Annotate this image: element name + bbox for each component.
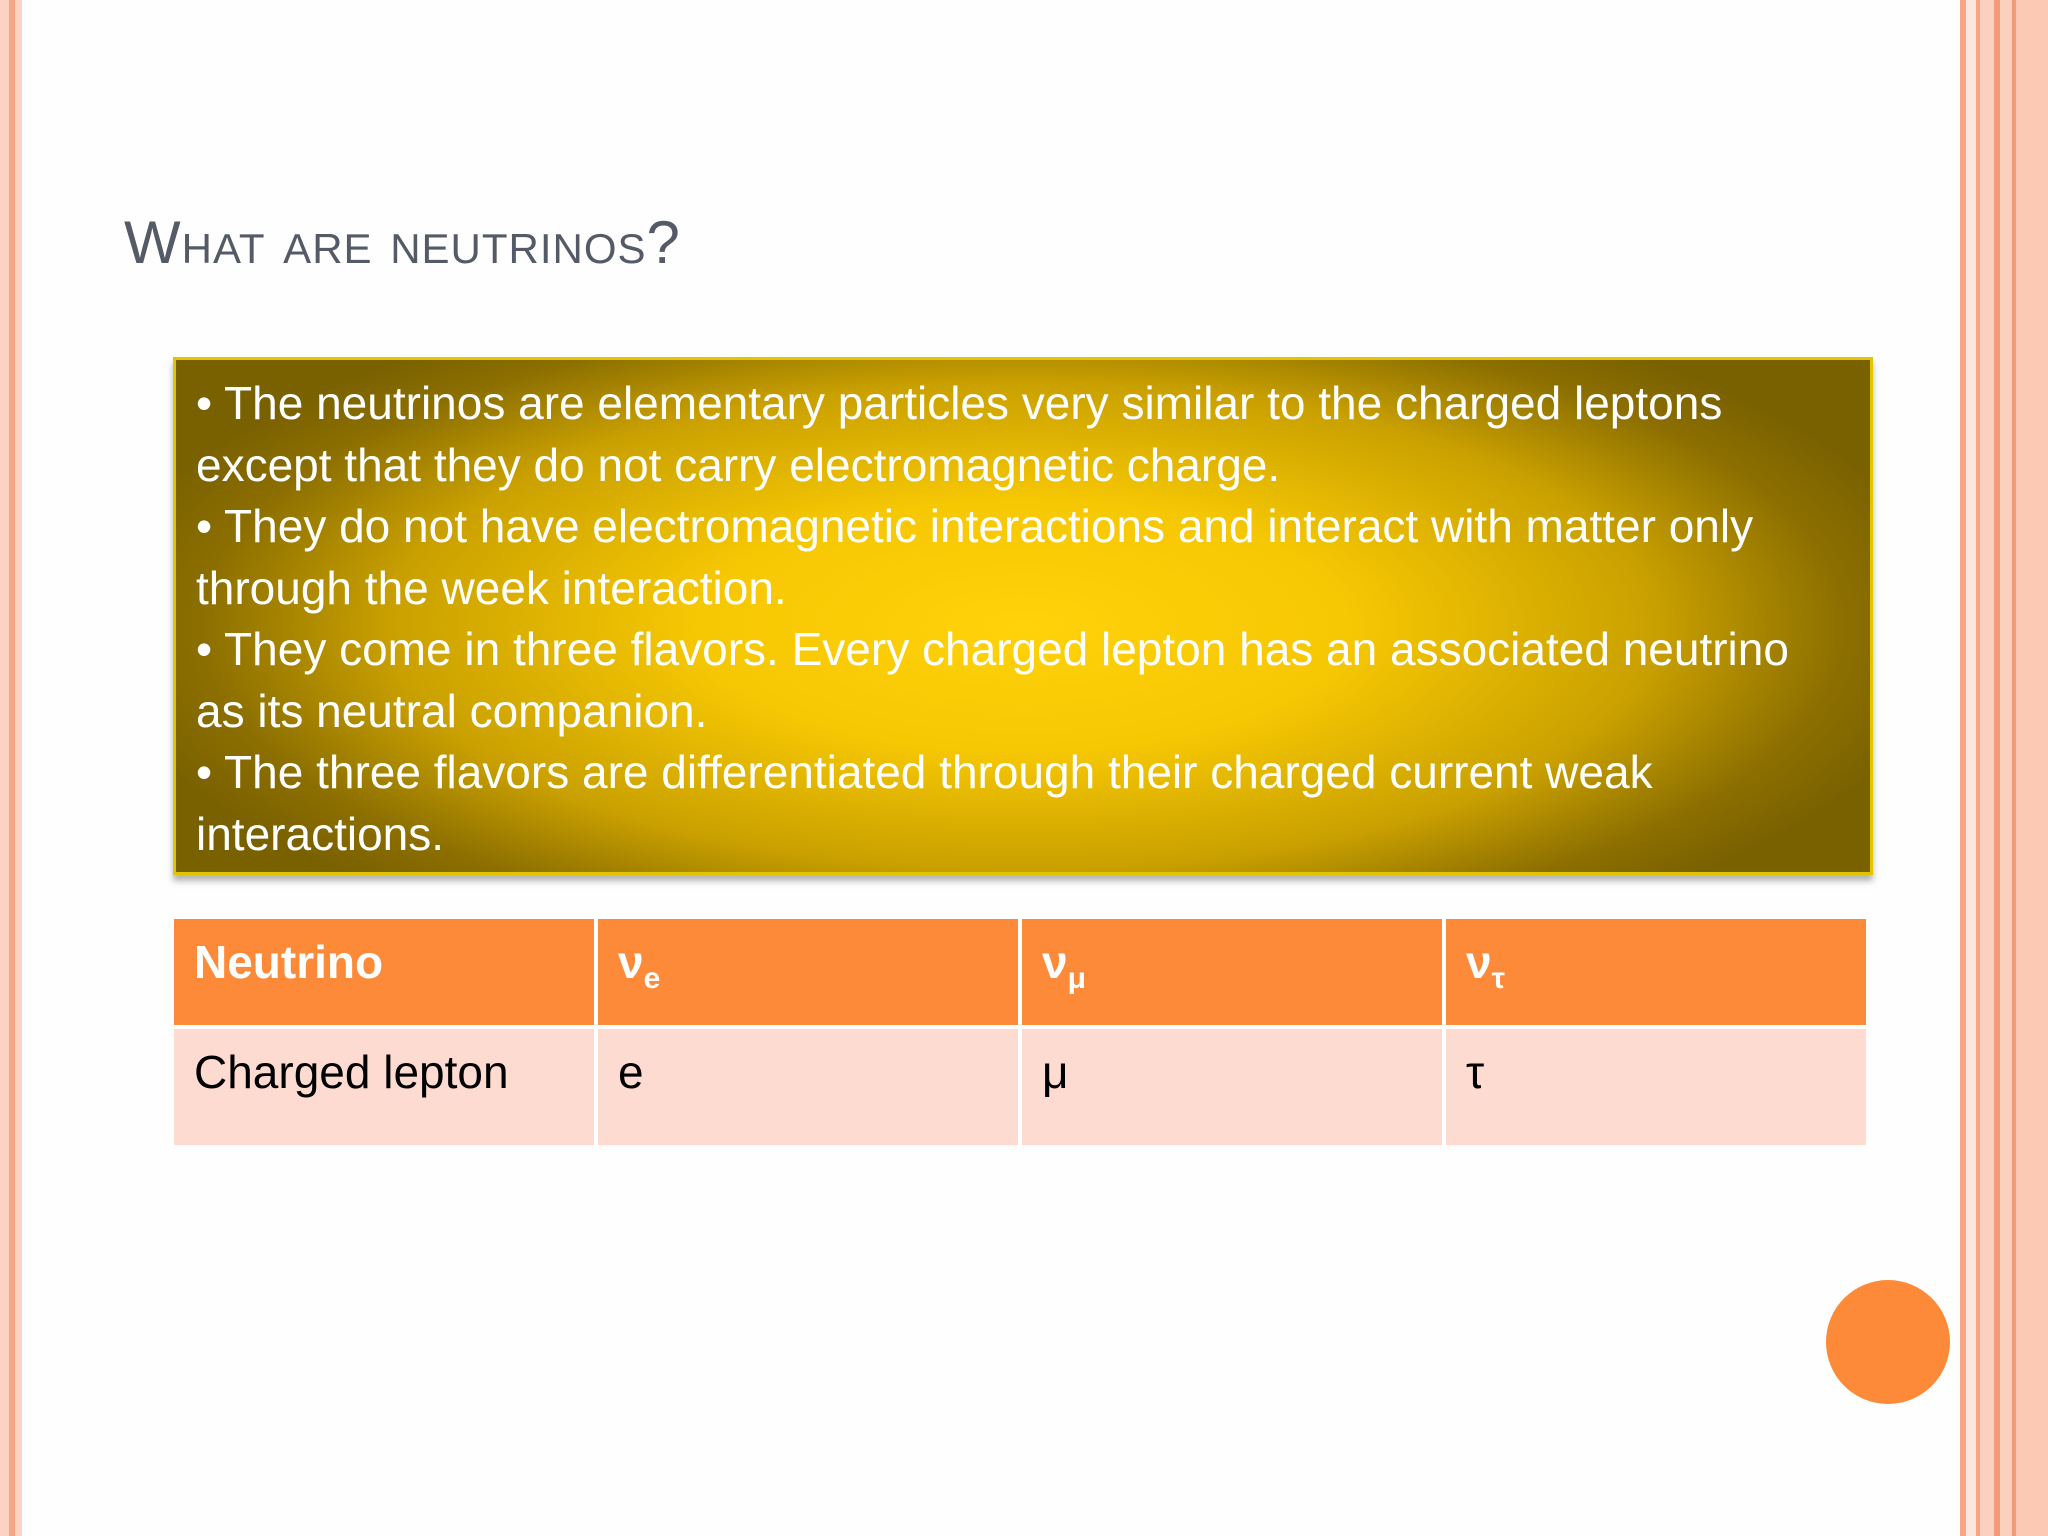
header-nu-e — [598, 919, 1018, 1025]
bullet-2: • They do not have electromagnetic interactions and interact with matter only through the week interaction. — [196, 500, 1754, 614]
bullet-3: • They come in three flavors. Every charged lepton has an associated neutrino as its neutral companion. — [196, 623, 1789, 737]
left-border-line — [9, 0, 15, 1536]
nu-symbol: ν — [618, 936, 644, 988]
right-stripe — [1966, 0, 1976, 1536]
subscript-e: e — [643, 962, 661, 995]
row-label-charged-lepton: Charged lepton — [174, 1029, 594, 1145]
right-stripe — [2016, 0, 2048, 1536]
right-stripe — [1980, 0, 1994, 1536]
table-header-row — [174, 919, 1866, 1025]
flavor-table — [170, 915, 1870, 1149]
header-neutrino: Neutrino — [174, 919, 594, 1025]
table-row — [174, 1029, 1866, 1145]
cell-muon: μ — [1022, 1029, 1442, 1145]
bullet-4: • The three flavors are differentiated through their charged current weak interactions. — [196, 746, 1653, 860]
subscript-mu: μ — [1067, 962, 1086, 995]
nu-symbol: ν — [1466, 936, 1492, 988]
decorative-circle — [1826, 1280, 1950, 1404]
content-box — [173, 357, 1873, 875]
left-decorative-border — [0, 0, 22, 1536]
bullet-1: • The neutrinos are elementary particles very similar to the charged leptons except that they do not carry electromagnetic charge. — [196, 377, 1723, 491]
right-stripe — [2000, 0, 2012, 1536]
header-nu-tau — [1446, 919, 1866, 1025]
header-nu-mu — [1022, 919, 1442, 1025]
cell-electron: e — [598, 1029, 1018, 1145]
nu-symbol: ν — [1042, 936, 1068, 988]
cell-tau: τ — [1446, 1029, 1866, 1145]
slide-title: What are neutrinos? — [124, 209, 681, 276]
subscript-tau: τ — [1491, 962, 1505, 995]
